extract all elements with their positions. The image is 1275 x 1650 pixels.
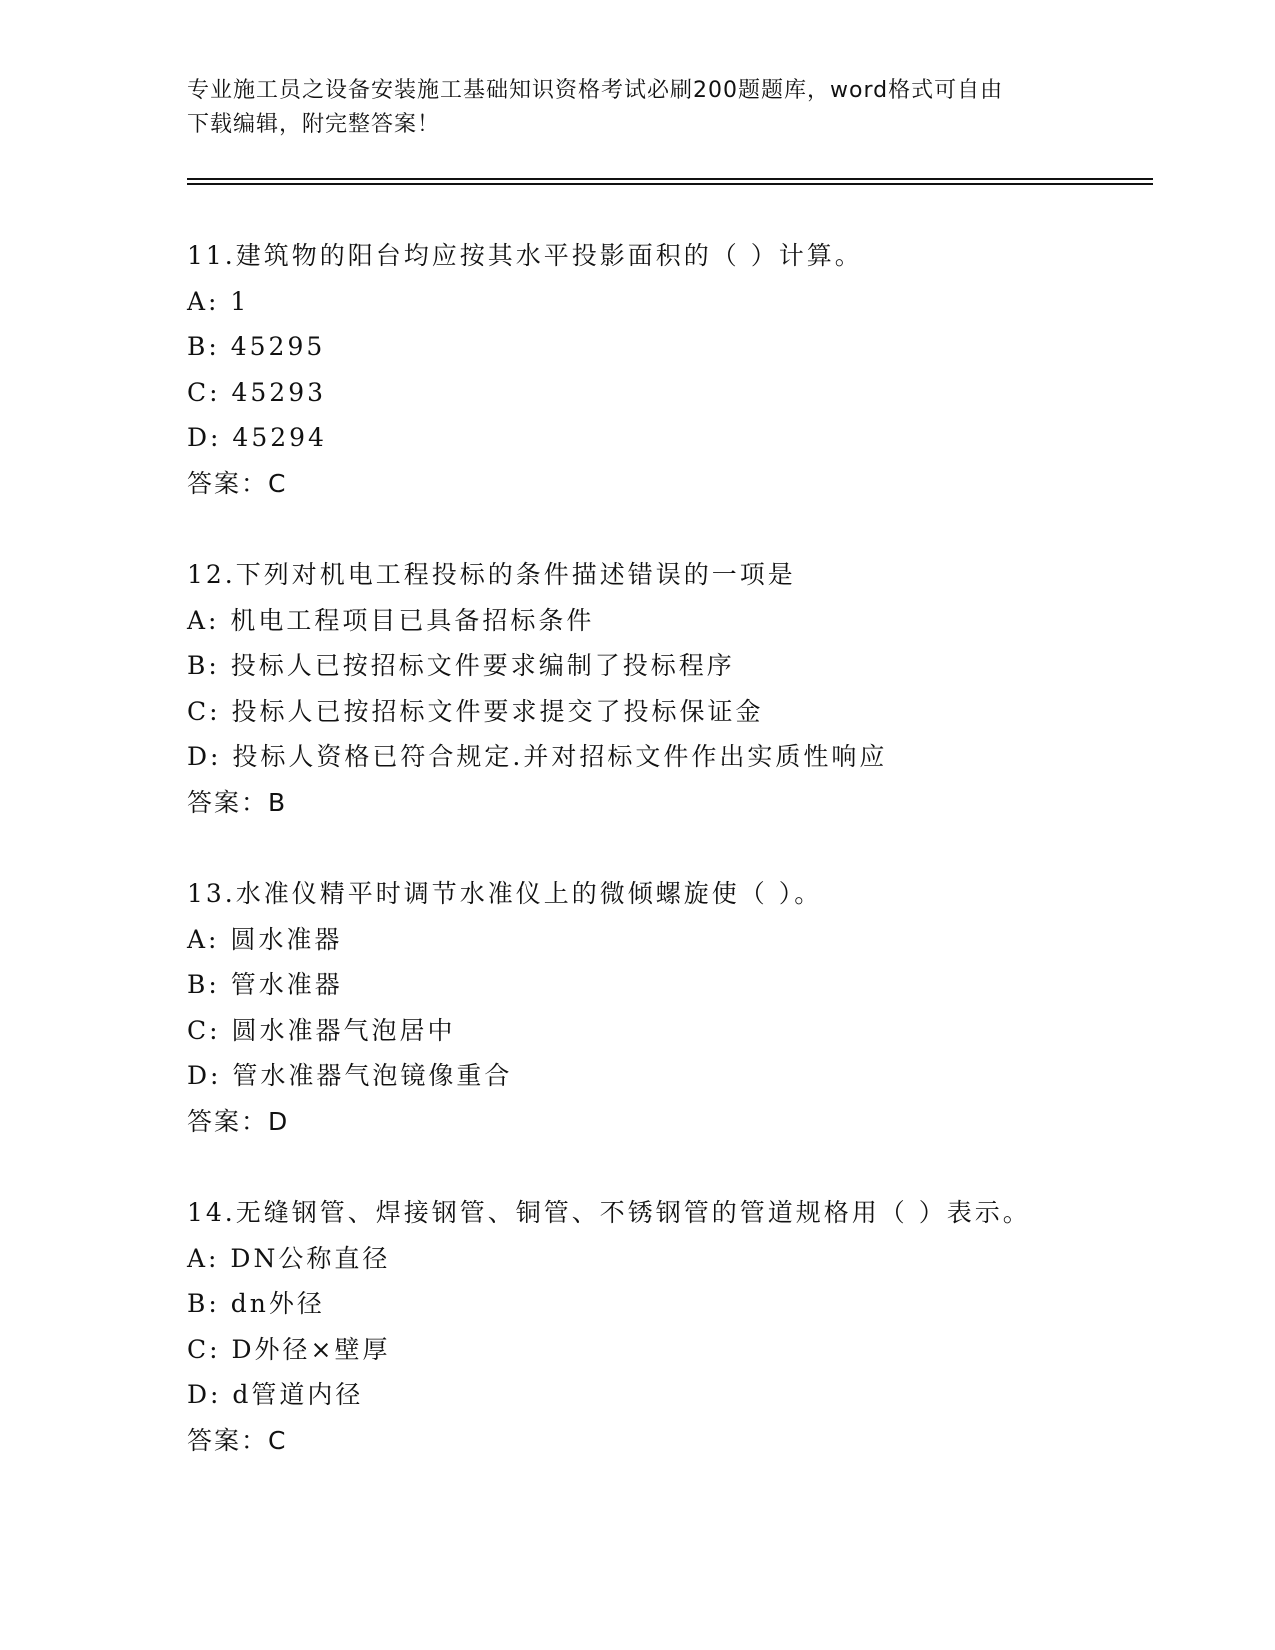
header-divider-bottom — [187, 183, 1153, 185]
answer: 答案：B — [187, 787, 288, 817]
question-stem: 11.建筑物的阳台均应按其水平投影面积的（ ）计算。 — [187, 241, 863, 270]
answer: 答案：D — [187, 1106, 290, 1136]
option-d: D: 45294 — [187, 423, 327, 452]
option-a: A: 圆水准器 — [187, 924, 343, 954]
option-b: B: dn外径 — [187, 1289, 325, 1318]
option-d: D: d管道内径 — [187, 1380, 364, 1409]
option-a: A: DN公称直径 — [187, 1243, 391, 1273]
option-b: B: 管水准器 — [187, 970, 343, 999]
option-c: C: D外径×壁厚 — [187, 1334, 391, 1364]
option-c: C: 圆水准器气泡居中 — [187, 1015, 456, 1045]
answer: 答案：C — [187, 468, 288, 498]
option-d: D: 投标人资格已符合规定.并对招标文件作出实质性响应 — [187, 742, 888, 771]
option-a: A: 1 — [187, 286, 250, 316]
header-divider-top — [187, 178, 1153, 180]
option-a: A: 机电工程项目已具备招标条件 — [187, 605, 595, 635]
question-11 — [187, 233, 1157, 506]
option-c: C: 投标人已按招标文件要求提交了投标保证金 — [187, 696, 764, 726]
question-stem: 13.水准仪精平时调节水准仪上的微倾螺旋使（ ）。 — [187, 879, 823, 908]
option-d: D: 管水准器气泡镜像重合 — [187, 1061, 513, 1090]
option-c: C: 45293 — [187, 377, 327, 407]
question-13 — [187, 871, 1157, 1144]
question-12 — [187, 552, 1157, 825]
question-stem: 12.下列对机电工程投标的条件描述错误的一项是 — [187, 560, 796, 589]
header-line-1: 专业施工员之设备安装施工基础知识资格考试必刷200题题库，word格式可自由 — [187, 78, 1004, 103]
document-header — [187, 74, 1087, 142]
header-line-2: 下载编辑，附完整答案！ — [187, 112, 441, 137]
option-b: B: 45295 — [187, 332, 326, 361]
question-14 — [187, 1190, 1157, 1463]
option-b: B: 投标人已按招标文件要求编制了投标程序 — [187, 651, 735, 680]
question-stem: 14.无缝钢管、焊接钢管、铜管、不锈钢管的管道规格用（ ）表示。 — [187, 1198, 1031, 1227]
answer: 答案：C — [187, 1425, 288, 1455]
